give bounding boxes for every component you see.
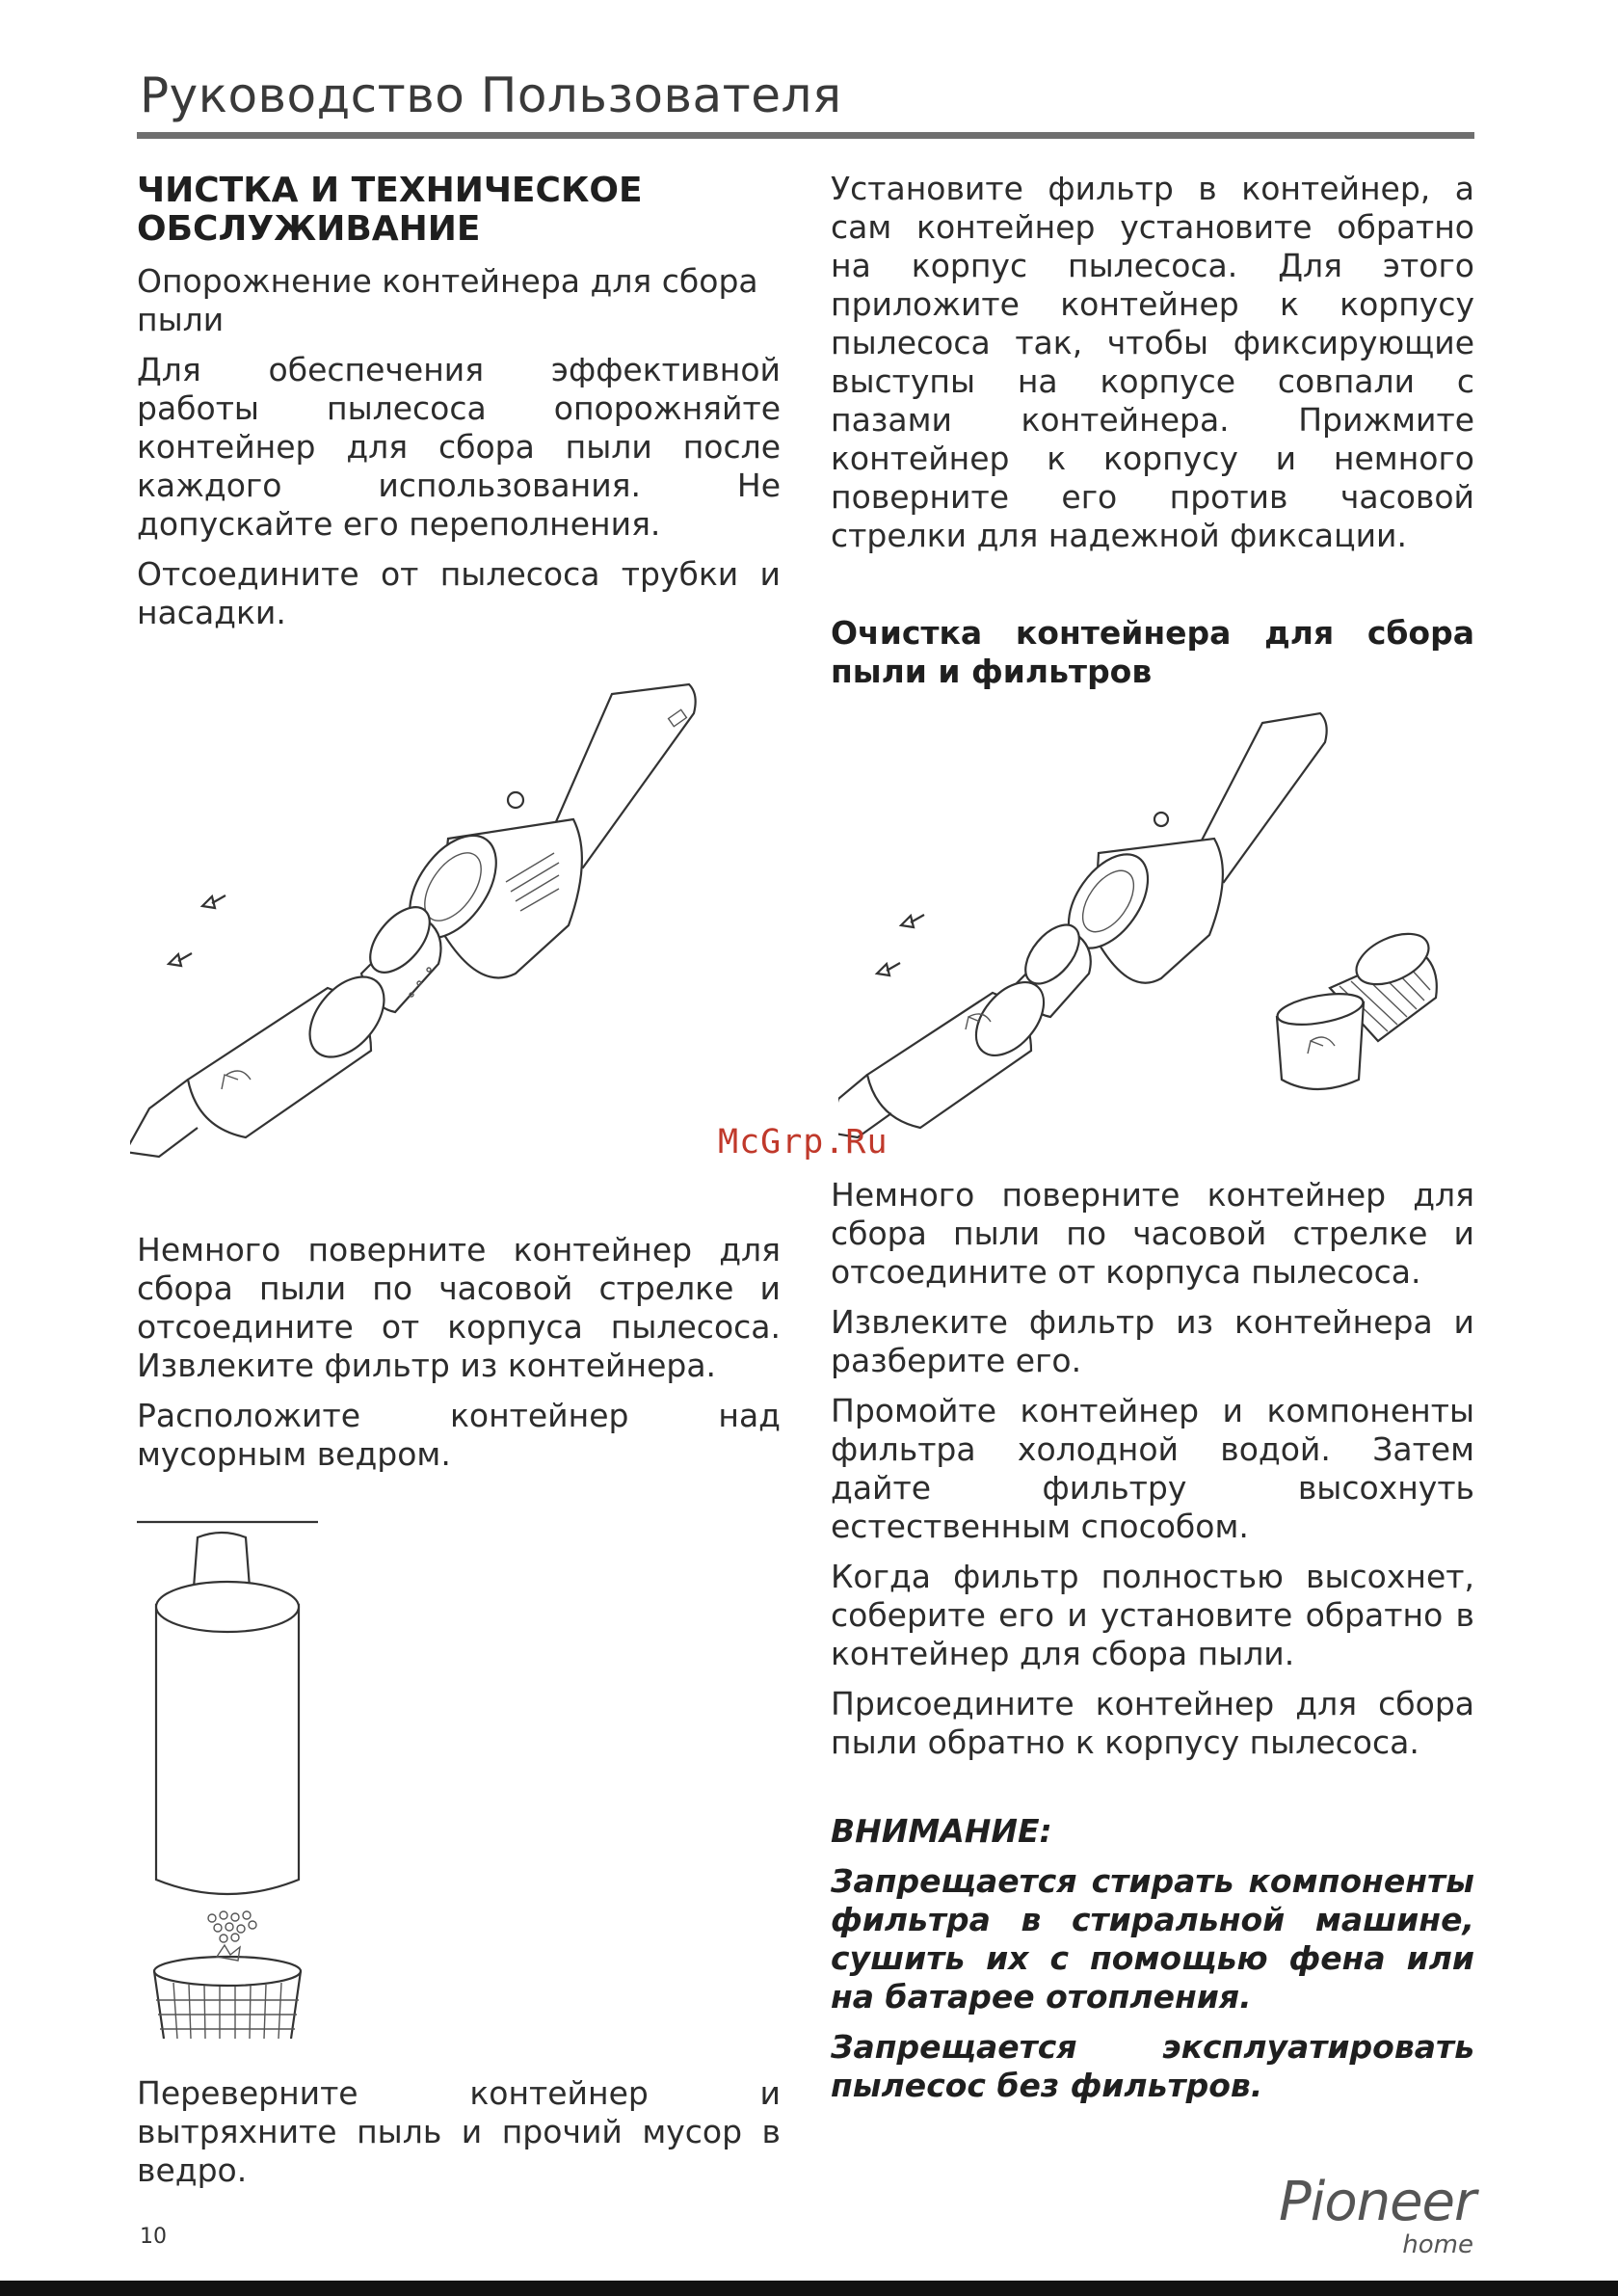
- container-upside-down: [156, 1533, 299, 1894]
- paragraph-efficiency: Для обеспечения эффективной работы пылесоса опорожняйте контейнер для сбора пыли после каждого использования. Не допускайте его переполнения.: [137, 351, 781, 543]
- direction-arrows: [877, 915, 924, 975]
- brand-logo: [1278, 2171, 1475, 2259]
- left-column-bottom: [137, 2074, 781, 2202]
- right-column-top: [831, 170, 1474, 567]
- left-column-top: [137, 172, 781, 644]
- dust-container: [838, 970, 1057, 1137]
- page-number: 10: [140, 2225, 167, 2249]
- falling-dust: [208, 1911, 256, 1942]
- watermark: McGrp.Ru: [718, 1123, 889, 1161]
- warning-no-filter-operation: Запрещается эксплуатировать пылесос без фильтров.: [831, 2028, 1474, 2104]
- vacuum-exploded-illustration-right: [838, 708, 1484, 1161]
- paragraph-detach-tubes: Отсоедините от пылесоса трубки и насадки.: [137, 555, 781, 631]
- paragraph-place-over-bin: Расположите контейнер над мусорным ведром.: [137, 1397, 781, 1473]
- page-header-title: Руководство Пользователя: [140, 67, 842, 123]
- paragraph-reassemble: Когда фильтр полностью высохнет, соберите его и установите обратно в контейнер для сбора пыли.: [831, 1558, 1474, 1672]
- right-column-middle: [831, 1176, 1474, 1774]
- logo-text: Pioneer: [1278, 2171, 1475, 2233]
- warning-block: [831, 1812, 1474, 2117]
- warning-title: ВНИМАНИЕ:: [831, 1812, 1052, 1850]
- left-column-middle: [137, 1231, 781, 1485]
- trash-bin: [154, 1945, 301, 2039]
- logo-subtext: home: [1402, 2230, 1473, 2259]
- paragraph-shake-out: Переверните контейнер и вытряхните пыль и прочий мусор в ведро.: [137, 2074, 781, 2189]
- paragraph-remove-filter: Извлеките фильтр из контейнера и разберите его.: [831, 1303, 1474, 1379]
- warning-no-washing-machine: Запрещается стирать компоненты фильтра в стиральной машине, сушить их с помощью фена или на батарее отопления.: [831, 1862, 1474, 2016]
- right-column-subtitle: [831, 614, 1474, 691]
- paragraph-rinse: Промойте контейнер и компоненты фильтра холодной водой. Затем дайте фильтру высохнуть естественным способом.: [831, 1392, 1474, 1545]
- bottom-edge-bar: [0, 2281, 1618, 2296]
- emptying-container-illustration: [135, 1518, 328, 2039]
- direction-arrows: [169, 895, 225, 966]
- paragraph-install-filter: Установите фильтр в контейнер, а сам контейнер установите обратно на корпус пылесоса. Для этого приложите контейнер к корпусу пылесоса так, чтобы фиксирующие выступы на корпусе совпали с пазами контейнера. Прижмите контейнер к корпусу и немного поверните его против часовой стрелки для надежной фиксации.: [831, 170, 1474, 554]
- subsection-empty-container: Опорожнение контейнера для сбора пыли: [137, 262, 758, 338]
- paragraph-reattach: Присоедините контейнер для сбора пыли обратно к корпусу пылесоса.: [831, 1685, 1474, 1761]
- section-title-line2: ОБСЛУЖИВАНИЕ: [137, 209, 481, 249]
- disassembled-filter: [1275, 923, 1437, 1089]
- paragraph-rotate-container: Немного поверните контейнер для сбора пыли по часовой стрелке и отсоедините от корпуса пылесоса. Извлеките фильтр из контейнера.: [137, 1231, 781, 1384]
- header-divider: [137, 132, 1474, 139]
- subsection-title-clean-filters: Очистка контейнера для сбора пыли и фильтров: [831, 614, 1474, 690]
- dust-container: [130, 963, 399, 1157]
- vacuum-exploded-illustration-left: [130, 675, 747, 1186]
- section-title-line1: ЧИСТКА И ТЕХНИЧЕСКОЕ: [137, 171, 643, 210]
- paragraph-rotate-detach: Немного поверните контейнер для сбора пыли по часовой стрелке и отсоедините от корпуса пылесоса.: [831, 1176, 1474, 1291]
